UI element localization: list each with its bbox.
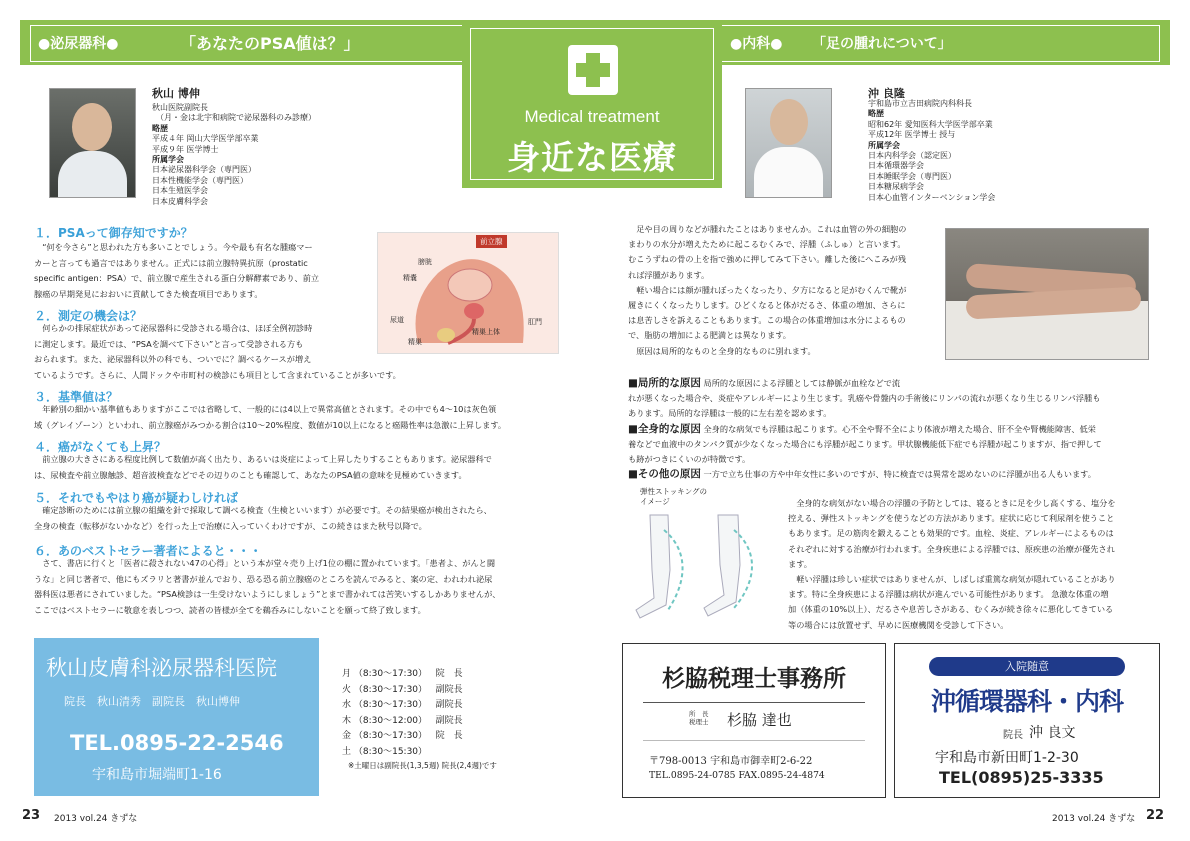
section-heading-6: ６．あのベストセラー著者によると・・・ bbox=[34, 544, 262, 558]
right-article-title: 「足の腫れについて」 bbox=[812, 36, 952, 52]
clinic-name: 秋山皮膚科泌尿器科医院 bbox=[46, 656, 277, 680]
clinic-address: 宇和島市堀端町1-16 bbox=[92, 767, 222, 783]
right-dept-label: ●内科● bbox=[730, 36, 783, 52]
stocking-illustration bbox=[628, 510, 773, 625]
center-title-en: Medical treatment bbox=[524, 107, 660, 126]
section-heading-4: ４．癌がなくても上昇？ bbox=[34, 440, 167, 454]
oki-clinic-address: 宇和島市新田町1-2-30 bbox=[935, 750, 1079, 766]
right-doctor-photo bbox=[745, 88, 832, 198]
section-body-5: 確定診断のためには前立腺の組織を針で採取して調べる検査（生検といいます）が必要です。その結果癌が検出されたら、 全身の検査（転移がないかなど）を行った上で治療に入っていくわけですが、この続きはまた秋号以降で。 bbox=[34, 505, 492, 531]
clinic-hours-table: 月 （8:30〜17:30） 院 長 火 （8:30〜17:30） 副院長 水 （8:30〜17:30） 副院長 木 （8:30〜12:00） 副院長 金 （8:30〜17:30） 院 長 土 （8:30〜15:30） bbox=[342, 669, 463, 757]
section-body-6: さて、書店に行くと「医者に殺されない47の心得」という本が堂々売り上げ1位の棚に置かれています。「患者よ、がんと闘 うな」と同じ著者で、他にもズラリと著書が並んでおり、恐る恐る前立腺癌のところを読んでみると、案の定、われわれ泌尿 器科医は悪者にされていました。“PSA検診は一生受けないようにしましょう”とまで書かれては苦笑いするしかありませんが、 ここではベストセラーに敬意を表しつつ、読者の皆様が全てを鵜呑みにしないことを願って終了致します。 bbox=[34, 558, 501, 615]
section-body-3: 年齢別の細かい基準値もありますがここでは省略して、一般的には4以上で異常高値とされます。その中でも4〜10は灰色領 域（グレイゾーン）といわれ、前立腺癌がみつかる割合は10〜20%程度、数値が10以上になると癌陽性率は急激に上昇します。 bbox=[34, 404, 507, 430]
left-dept-label: ●泌尿器科● bbox=[38, 36, 119, 52]
left-issue-label: 2013 vol.24 きずな bbox=[54, 814, 138, 824]
oki-clinic-ad bbox=[894, 643, 1160, 798]
right-page-number: 22 bbox=[1146, 808, 1165, 823]
right-closing-text: 全身的な病気がない場合の浮腫の予防としては、寝るときに足を少し高くする、塩分を 控える、弾性ストッキングを使うなどの方法があります。症状に応じて利尿剤を使うこと もあります。足の筋肉を鍛えることも効果的です。血栓、炎症、アレルギーによるものは それぞれに対する治療が行われます。全身疾患による浮腫では、原疾患の治療が優先され ます。 軽い浮腫は珍しい症状ではありませんが、しばしば重篤な病気が隠れていることがあり ます。特に全身疾患による浮腫は病状が進んでいる可能性があります。 急激な体重の増 加（体重の10%以上）、だるさや息苦しさがある、むくみが続き徐々に悪化してきている 等の場合には放置せず、早めに医療機関を受診して下さい。 bbox=[788, 498, 1116, 630]
admission-badge: 入院随意 bbox=[929, 657, 1125, 676]
tax-office-address: 〒798-0013 宇和島市御幸町2-6-22 bbox=[649, 756, 813, 767]
stocking-caption: 弾性ストッキングの イメージ bbox=[640, 487, 708, 506]
right-doctor-name: 沖 良隆 bbox=[868, 87, 905, 100]
tax-office-title: 所 長 税理士 bbox=[689, 710, 709, 726]
section-heading-2: ２．測定の機会は？ bbox=[34, 309, 143, 323]
left-doctor-photo bbox=[49, 88, 136, 198]
prostate-diagram: 前立腺 膀胱 精嚢 尿道 精巣 肛門 精巣上体 bbox=[377, 232, 559, 354]
akiyama-clinic-ad bbox=[34, 638, 319, 796]
clinic-staff: 院長 秋山清秀 副院長 秋山博伸 bbox=[64, 695, 240, 708]
section-body-4: 前立腺の大きさにある程度比例して数値が高く出たり、あるいは炎症によって上昇したりすることもあります。泌尿器科で は、尿検査や前立腺触診、超音波検査などでその辺りのことも確認して、あなたのPSA値の意味を見極めていきます。 bbox=[34, 454, 492, 480]
oki-clinic-tel: TEL(0895)25-3335 bbox=[939, 768, 1104, 787]
clinic-hours-note: ※土曜日は副院長(1,3,5週) 院長(2,4週)です bbox=[348, 761, 497, 770]
center-title-jp: 身近な医療 bbox=[507, 138, 677, 177]
section-heading-5: ５．それでもやはり癌が疑わしければ bbox=[34, 491, 239, 505]
center-title-box bbox=[462, 20, 722, 188]
oki-director-name: 沖 良文 bbox=[1029, 725, 1076, 741]
tax-office-name: 杉脇税理士事務所 bbox=[662, 665, 846, 692]
right-intro-text: 足や目の周りなどが腫れたことはありませんか。これは血管の外の細胞の まわりの水分が増えたために起こるむくみで、浮腫（ふしゅ）と言います。 むこうずねの骨の上を指で強めに押してみて下さい。離した後にへこみが残 れば浮腫があります。 軽い場合には顔が腫れぼったくなったり、夕方になると足がむくんで靴が 履きにくくなったりします。ひどくなると体がだるさ、体重の増加、さらに は息苦しさを訴えることもあります。この場合の体重増加は水分によるもの で、脂肪の増加による肥満とは異なります。 原因は局所的なものと全身的なものに別れます。 bbox=[628, 224, 907, 356]
sugiwaki-tax-ad bbox=[622, 643, 886, 798]
swollen-legs-photo bbox=[945, 228, 1149, 360]
right-doctor-info: 宇和島市立吉田病院内科科長 略歴 昭和62年 愛知医科大学医学部卒業 平成12年 医学博士 授与 所属学会 日本内科学会（認定医） 日本循環器学会 日本睡眠学会（専門医） 日本糖尿病学会 日本心血管インターベンション学会 bbox=[868, 99, 996, 202]
right-issue-label: 2013 vol.24 きずな bbox=[1052, 814, 1136, 824]
medical-cross-icon bbox=[568, 45, 618, 95]
left-article-title: 「あなたのPSA値は？」 bbox=[180, 34, 360, 53]
tax-office-contact: TEL.0895-24-0785 FAX.0895-24-4874 bbox=[649, 770, 825, 781]
oki-clinic-name: 沖循環器科・内科 bbox=[930, 687, 1123, 716]
left-doctor-info: 秋山医院副院長 （月・金は北宇和病院で泌尿器科のみ診療） 略歴 平成４年 岡山大学医学部卒業 平成９年 医学博士 所属学会 日本泌尿器科学会（専門医） 日本性機能学会（専門医） 日本生殖医学会 日本皮膚科学会 bbox=[152, 103, 316, 206]
right-causes: ■局所的な原因 局所的な原因による浮腫としては静脈が血栓などで流 れが悪くなった場合や、炎症やアレルギーにより生じます。乳癌や骨盤内の手術後にリンパの流れが悪くなり生じるリンパ浮腫も あります。局所的な浮腫は一般的に左右差を認めます。 ■全身的な原因 全身的な病気でも浮腫は起こります。心不全や腎不全により体液が増えた場合、肝不全や腎機能障害、低栄 養などで血液中のタンパク質が少なくなった場合にも浮腫が起こります。甲状腺機能低下症でも浮腫が起こりますが、指で押して も跡がつきにくいのが特徴です。 ■その他の原因 一方で立ち仕事の方や中年女性に多いのですが、特に検査では異常を認めないのに浮腫が出る人もいます。 bbox=[628, 377, 1102, 481]
left-doctor-name: 秋山 博伸 bbox=[152, 87, 200, 100]
left-page-number: 23 bbox=[22, 808, 41, 823]
section-heading-3: ３．基準値は？ bbox=[34, 390, 119, 404]
section-body-1: “何を今さら”と思われた方も多いことでしょう。今や最も有名な腫瘍マー カーと言っても過言ではありません。正式には前立腺特異抗原（prostatic specific antigen：PSA）で、前立腺で産生される蛋白分解酵素であり、前立 腺癌の早期発見におおいに貢献してきた検査項目であります。 bbox=[34, 242, 320, 299]
clinic-tel: TEL.0895-22-2546 bbox=[70, 731, 284, 755]
section-body-2: 何らかの排尿症状があって泌尿器科に受診される場合は、ほぼ全例初診時 に測定します。最近では、“PSAを調べて下さい”と言って受診される方も おられます。また、泌尿器科以外の科でも、ついでに？調べるケースが増え ているようです。さらに、人間ドックや市町村の検診にも項目として含まれていることが多いです。 bbox=[34, 323, 401, 380]
section-heading-1: １．PSAって御存知ですか？ bbox=[34, 226, 193, 240]
oki-director-label: 院長 bbox=[1003, 730, 1023, 741]
tax-office-person: 杉脇 達也 bbox=[727, 711, 792, 729]
